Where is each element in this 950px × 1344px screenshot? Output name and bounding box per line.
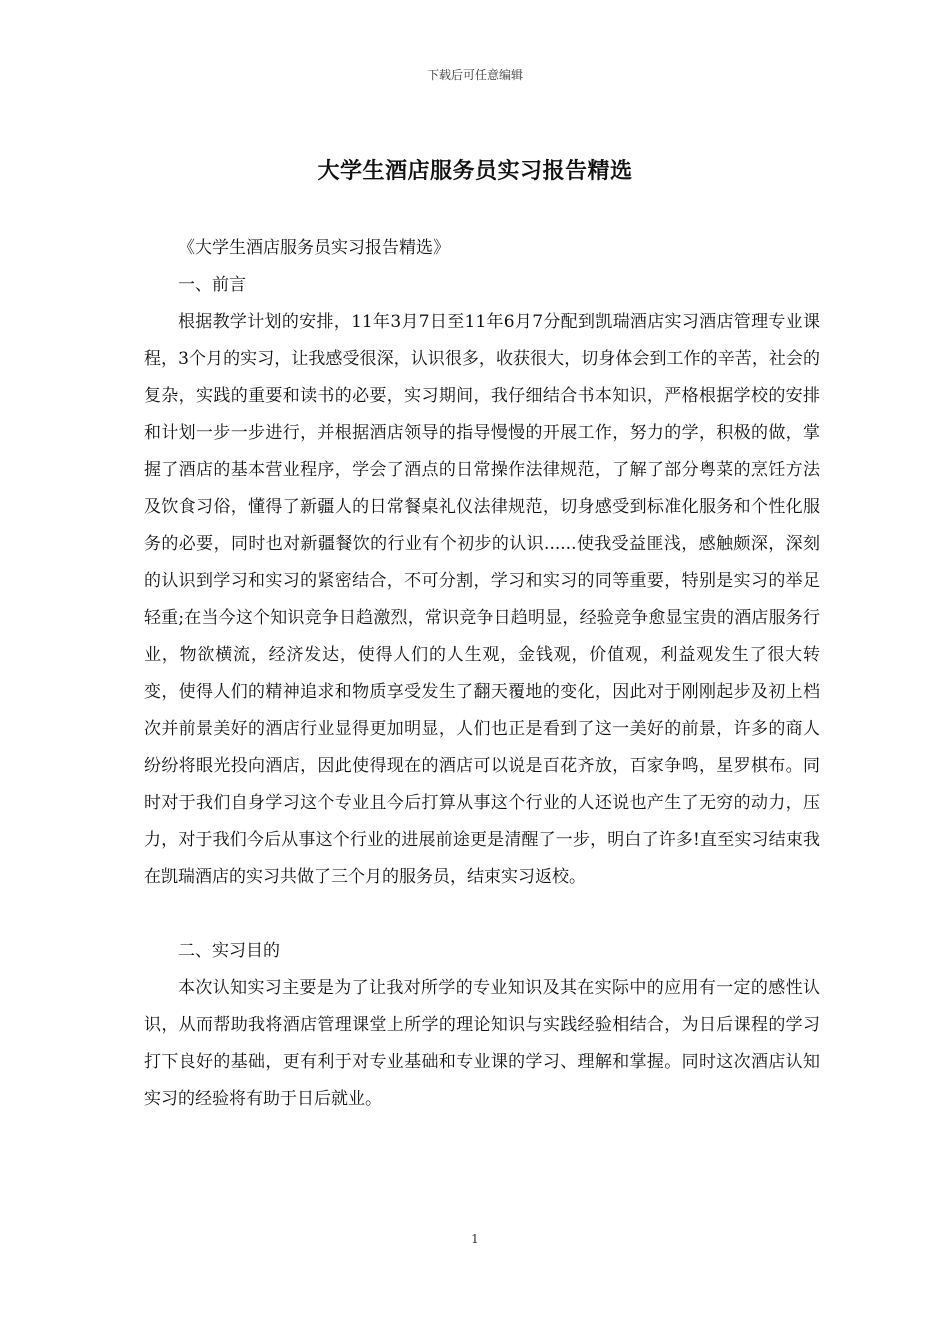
page-number: 1 bbox=[471, 1232, 479, 1246]
document-title: 大学生酒店服务员实习报告精选 bbox=[317, 158, 633, 184]
purpose-paragraph: 本次认知实习主要是为了让我对所学的专业知识及其在实际中的应用有一定的感性认识，从而帮助我将酒店管理课堂上所学的理论知识与实践经验相结合，为日后课程的学习打下良好的基础，更有利于对专业基础和专业课的学习、理解和掌握。同时这次酒店认知实习的经验将有助于日后就业。 bbox=[144, 978, 820, 1109]
section-heading-purpose: 二、实习目的 bbox=[178, 941, 280, 961]
preface-paragraph: 根据教学计划的安排，11年3月7日至11年6月7分配到凯瑞酒店实习酒店管理专业课程，3个月的实习，让我感受很深，认识很多，收获很大，切身体会到工作的辛苦，社会的复杂，实践的重要和读书的必要，实习期间，我仔细结合书本知识，严格根据学校的安排和计划一步一步进行，并根据酒店领导的指导慢慢的开展工作，努力的学，积极的做，掌握了酒店的基本营业程序，学会了酒点的日常操作法律规范，了解了部分粤菜的烹饪方法及饮食习俗，懂得了新疆人的日常餐桌礼仪法律规范，切身感受到标准化服务和个性化服务的必要，同时也对新疆餐饮的行业有个初步的认识......使我受益匪浅，感触颇深，深刻的认识到学习和实习的紧密结合，不可分割，学习和实习的同等重要，特别是实习的举足轻重;在当今这个知识竞争日趋激烈，常识竞争日趋明显，经验竞争愈显宝贵的酒店服务行业，物欲横流，经济发达，使得人们的人生观，金钱观，价值观，利益观发生了很大转变，使得人们的精神追求和物质享受发生了翻天覆地的变化，因此对于刚刚起步及初上档次并前景美好的酒店行业显得更加明显，人们也正是看到了这一美好的前景，许多的商人纷纷将眼光投向酒店，因此使得现在的酒店可以说是百花齐放，百家争鸣，星罗棋布。同时对于我们自身学习这个专业且今后打算从事这个行业的人还说也产生了无穷的动力，压力，对于我们今后从事这个行业的进展前途更是清醒了一步，明白了许多!直至实习结束我在凯瑞酒店的实习共做了三个月的服务员，结束实习返校。 bbox=[144, 312, 820, 887]
header-note: 下载后可任意编辑 bbox=[426, 68, 523, 82]
paragraph-spacer bbox=[144, 896, 820, 933]
section-heading-preface: 一、前言 bbox=[178, 275, 246, 295]
document-body bbox=[144, 230, 820, 1118]
subtitle-paragraph: 《大学生酒店服务员实习报告精选》 bbox=[178, 238, 450, 258]
